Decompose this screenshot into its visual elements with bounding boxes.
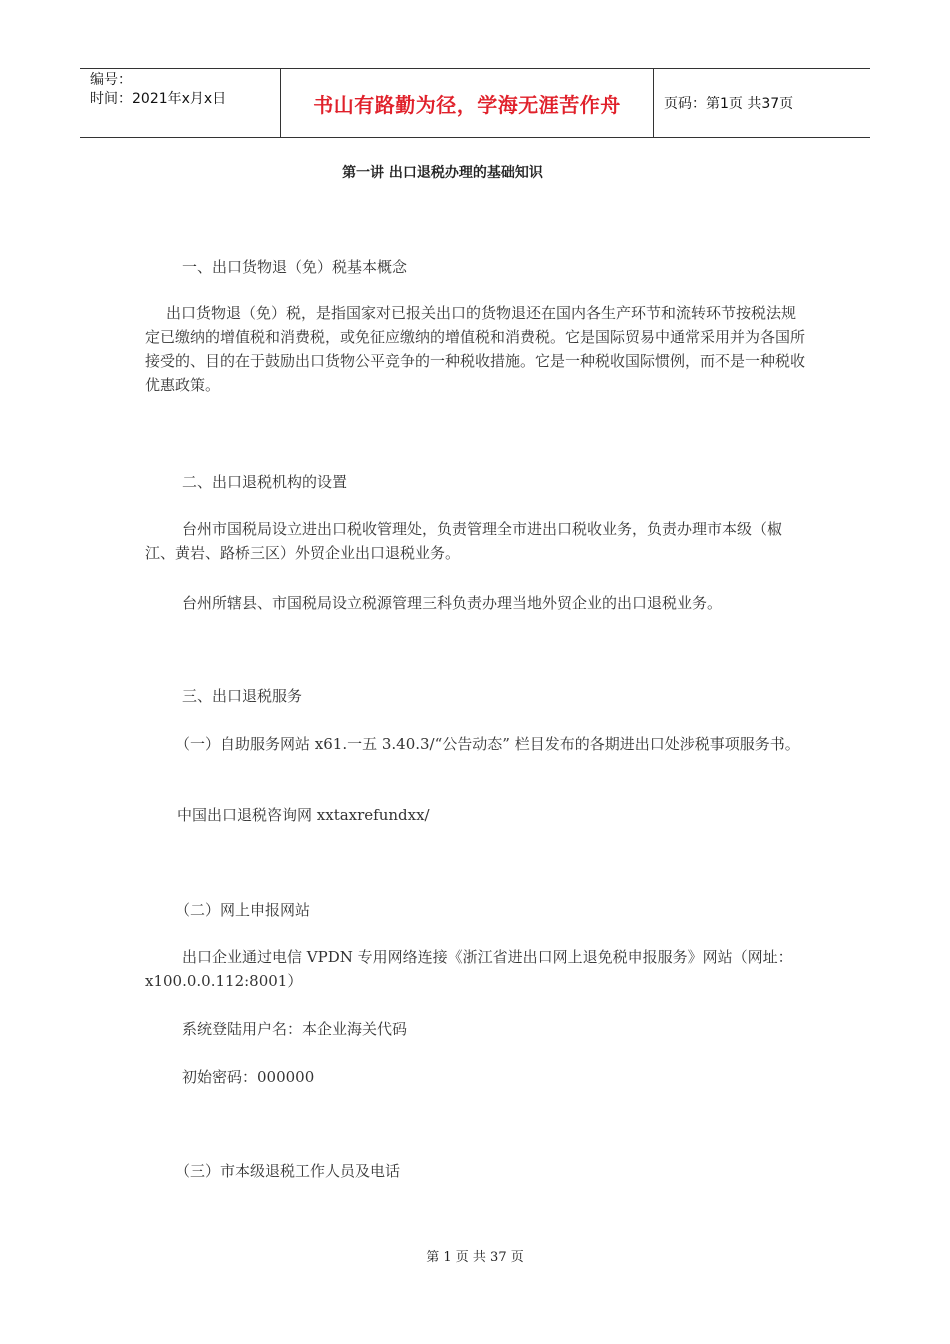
header-motto: 书山有路勤为径，学海无涯苦作舟 bbox=[281, 69, 654, 137]
section-3-heading: 三、出口退税服务 bbox=[182, 687, 303, 705]
section-2-body-1: 台州市国税局设立进出口税收管理处，负责管理全市进出口税收业务，负责办理市本级（椒江、黄岩、路桥三区）外贸企业出口退税业务。 bbox=[145, 520, 783, 562]
section-3-sub-1: （一）自助服务网站 x61.一五 3.40.3/“公告动态” 栏目发布的各期进出口处涉税事项服务书。 bbox=[175, 735, 800, 753]
section-3-sub-2-body: 出口企业通过电信 VPDN 专用网络连接《浙江省进出口网上退免税申报服务》网站（网址：x100.0.0.112:8001） bbox=[145, 948, 793, 990]
section-3-sub-1-website: 中国出口退税咨询网 xxtaxrefundxx/ bbox=[177, 806, 430, 824]
header-page-count: 页码：第1页 共37页 bbox=[664, 96, 794, 112]
section-3-sub-2-password: 初始密码：000000 bbox=[182, 1068, 315, 1086]
section-1-heading: 一、出口货物退（免）税基本概念 bbox=[182, 258, 408, 276]
section-2-body-2: 台州所辖县、市国税局设立税源管理三科负责办理当地外贸企业的出口退税业务。 bbox=[182, 594, 723, 612]
section-1-body: 出口货物退（免）税，是指国家对已报关出口的货物退还在国内各生产环节和流转环节按税法规定已缴纳的增值税和消费税，或免征应缴纳的增值税和消费税。它是国际贸易中通常采用并为各国所接受的、目的在于鼓励出口货物公平竞争的一种税收措施。它是一种税收国际惯例，而不是一种税收优惠政策。 bbox=[145, 304, 806, 394]
page-footer: 第 1 页 共 37 页 bbox=[426, 1250, 524, 1265]
document-number: 编号： bbox=[90, 72, 132, 88]
section-3-sub-2-heading: （二）网上申报网站 bbox=[175, 901, 311, 919]
section-3-sub-2-username: 系统登陆用户名：本企业海关代码 bbox=[182, 1020, 408, 1038]
section-2-heading: 二、出口退税机构的设置 bbox=[182, 473, 348, 491]
section-3-sub-3-heading: （三）市本级退税工作人员及电话 bbox=[175, 1162, 401, 1180]
document-date: 时间：2021年x月x日 bbox=[90, 91, 227, 107]
header-meta bbox=[80, 69, 281, 137]
page-header bbox=[80, 68, 870, 138]
document-title: 第一讲 出口退税办理的基础知识 bbox=[342, 165, 543, 181]
